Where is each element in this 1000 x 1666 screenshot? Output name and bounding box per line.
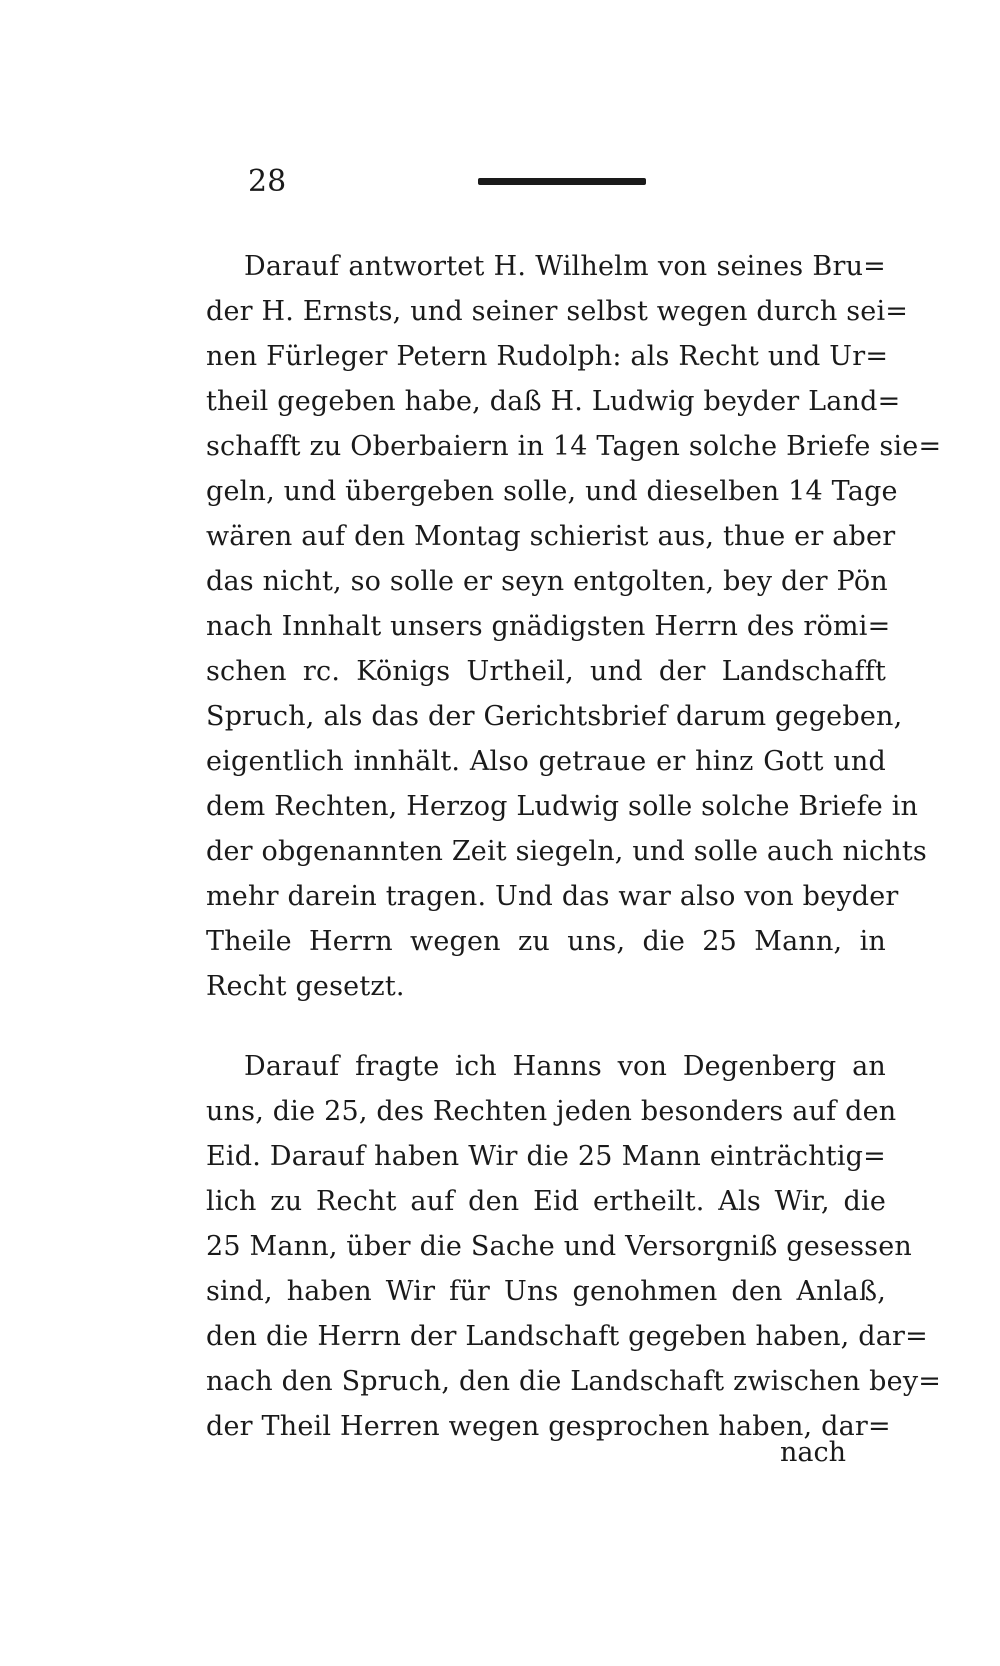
text-line: Spruch, als das der Gerichtsbrief darum gegeben, [206,701,903,732]
text-line: Eid. Darauf haben Wir die 25 Mann einträchtig= [206,1141,886,1172]
text-line: wären auf den Montag schierist aus, thue er aber [206,521,896,552]
text-line: sind, haben Wir für Uns genohmen den Anlaß, [206,1276,886,1307]
text-line: geln, und übergeben solle, und dieselben 14 Tage [206,476,898,507]
text-line: 25 Mann, über die Sache und Versorgniß gesessen [206,1231,912,1262]
text-line: eigentlich innhält. Also getraue er hinz Gott und [206,746,886,777]
text-line: Darauf antwortet H. Wilhelm von seines Bru= [244,251,886,282]
text-line: nach Innhalt unsers gnädigsten Herrn des römi= [206,611,891,642]
text-line: der obgenannten Zeit siegeln, und solle auch nichts [206,836,927,867]
paragraph-2 [206,1044,942,1449]
text-line: uns, die 25, des Rechten jeden besonders auf den [206,1096,897,1127]
paragraph-1 [206,244,942,1009]
text-line: Darauf fragte ich Hanns von Degenberg an [244,1051,886,1082]
text-line: theil gegeben habe, daß H. Ludwig beyder Land= [206,386,901,417]
text-line: lich zu Recht auf den Eid ertheilt. Als Wir, die [206,1186,886,1217]
text-line: schen rc. Königs Urtheil, und der Landschafft [206,656,886,687]
text-line: mehr darein tragen. Und das war also von beyder [206,881,899,912]
text-line: den die Herrn der Landschaft gegeben haben, dar= [206,1321,928,1352]
text-line: Recht gesetzt. [206,971,405,1002]
text-line: der H. Ernsts, und seiner selbst wegen durch sei= [206,296,909,327]
page-number: 28 [248,164,287,199]
header-rule [478,178,646,185]
text-line: schafft zu Oberbaiern in 14 Tagen solche Briefe sie= [206,431,942,462]
text-line: das nicht, so solle er seyn entgolten, bey der Pön [206,566,888,597]
text-line: dem Rechten, Herzog Ludwig solle solche Briefe in [206,791,919,822]
text-line: der Theil Herren wegen gesprochen haben, dar= [206,1411,891,1442]
text-line: nen Fürleger Petern Rudolph: als Recht und Ur= [206,341,889,372]
text-line: Theile Herrn wegen zu uns, die 25 Mann, in [206,926,886,957]
catchword: nach [780,1437,846,1468]
text-line: nach den Spruch, den die Landschaft zwischen bey= [206,1366,942,1397]
